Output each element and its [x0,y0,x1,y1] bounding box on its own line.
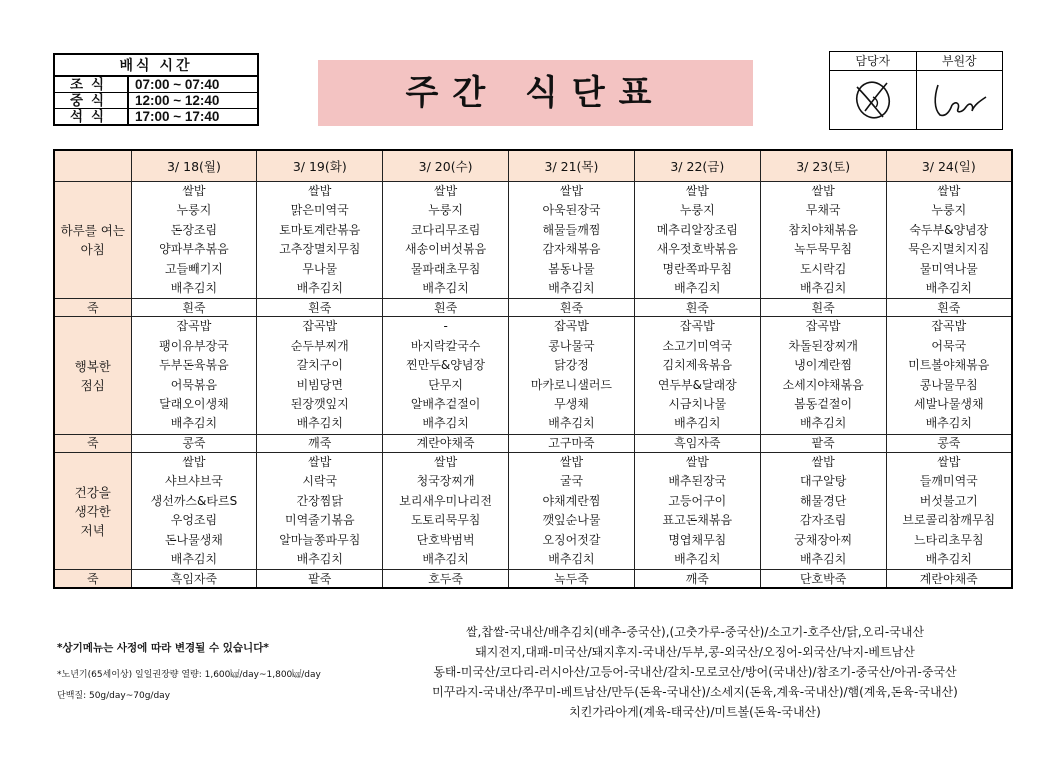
menu-item: 달래오이생채 [159,397,229,412]
menu-item: 김치제육볶음 [662,358,733,373]
menu-item: 숙두부&양념장 [909,222,989,237]
porridge-cell: 흰죽 [760,299,886,317]
menu-item: 봄동나물 [548,261,595,276]
menu-item: 고등어구이 [668,493,727,508]
approval-column [830,52,916,129]
menu-cell [509,317,635,434]
menu-item: 시금치나물 [668,397,727,412]
meal-time-box [53,53,259,126]
menu-item: 배추김치 [422,551,469,566]
menu-cell [131,452,257,569]
porridge-cell: 흰죽 [383,299,509,317]
menu-item: 쌀밥 [308,184,332,198]
porridge-cell: 녹두죽 [509,570,635,589]
meal-row [54,317,1012,434]
porridge-cell: 흰죽 [509,299,635,317]
menu-item: 배추김치 [422,416,469,431]
meal-row [54,182,1012,299]
menu-item: 고추장멸치무침 [279,242,361,257]
menu-item: 새송이버섯볶음 [405,242,487,257]
menu-cell [131,182,257,299]
menu-item: 토마토계란볶음 [279,222,361,237]
approval-column [916,52,1003,129]
menu-item: 배추김치 [296,416,343,431]
meal-label: 행복한 점심 [54,317,131,434]
menu-item: - [443,319,448,334]
menu-item: 배추김치 [799,551,847,566]
menu-item: 느타리초무침 [914,532,984,547]
menu-item: 새우젓호박볶음 [656,242,738,257]
day-header: 3/ 19(화) [257,150,383,182]
menu-cell [257,317,383,434]
porridge-cell: 단호박죽 [760,570,886,589]
menu-item: 누룽지 [428,203,463,218]
meal-time-label: 중식 [55,93,129,108]
menu-item: 순두부찌개 [290,338,349,353]
menu-item: 소세지야채볶음 [782,377,864,392]
menu-item: 콩나물무침 [919,377,978,392]
porridge-cell: 흑임자죽 [634,434,760,452]
menu-item: 비빔당면 [296,377,343,392]
menu-item: 참치야채볶음 [788,222,858,237]
porridge-cell: 계란야채죽 [886,570,1012,589]
menu-item: 물파래초무침 [410,261,481,276]
menu-item: 생선까스&타르S [150,493,238,508]
day-header: 3/ 22(금) [634,150,760,182]
menu-item: 배추김치 [548,281,595,296]
menu-item: 물미역나물 [919,261,978,276]
menu-item: 묵은지멸치지짐 [908,242,990,257]
porridge-cell: 고구마죽 [509,434,635,452]
menu-item: 무나물 [302,261,338,276]
porridge-cell: 팥죽 [760,434,886,452]
menu-item: 팽이유부장국 [159,338,229,353]
menu-item: 쌀밥 [811,184,835,198]
menu-item: 샤브샤브국 [164,474,223,489]
meal-time-label: 조식 [55,77,129,92]
origin-line: 동태-미국산/코다리-러시아산/고등어-국내산/갈치-모로코산/방어(국내산)/참조기-중국산/아귀-중국산 [433,665,957,679]
menu-item: 잡곡밥 [679,319,715,334]
menu-item: 돈장조림 [170,222,218,237]
day-header: 3/ 18(월) [131,150,257,182]
page-title: 주간 식단표 [318,60,753,126]
footer-notes [57,640,321,701]
meal-time-row [55,108,257,124]
menu-item: 돈나물생채 [164,532,223,547]
menu-item: 쌀밥 [434,184,458,198]
menu-item: 배추된장국 [668,474,727,489]
menu-item: 오징어젓갈 [542,532,601,547]
menu-item: 배추김치 [674,416,721,431]
signature-image [843,75,903,125]
menu-item: 쌀밥 [182,454,206,469]
menu-item: 쌀밥 [937,454,961,469]
meal-time-label: 석식 [55,109,129,124]
menu-item: 우엉조림 [170,513,218,528]
menu-item: 배추김치 [548,551,595,566]
meal-time-value: 17:00 ~ 17:40 [135,109,220,124]
menu-item: 배추김치 [925,281,972,296]
menu-item: 누룽지 [679,203,715,218]
menu-item: 굴국 [559,474,584,489]
porridge-label: 죽 [54,434,131,452]
menu-item: 배추김치 [799,281,847,296]
porridge-cell: 깨죽 [634,570,760,589]
weekly-menu-table [53,149,1013,589]
menu-item: 쌀밥 [308,454,332,469]
menu-item: 간장찜닭 [296,493,343,508]
menu-item: 잡곡밥 [302,319,338,334]
day-header: 3/ 23(토) [760,150,886,182]
menu-item: 쌀밥 [182,184,206,198]
menu-item: 어묵국 [931,338,967,353]
menu-item: 쌀밥 [559,454,584,469]
menu-cell [509,182,635,299]
meal-time-row [55,77,257,92]
menu-item: 아욱된장국 [542,203,601,218]
menu-item: 쌀밥 [685,184,709,198]
menu-item: 브로콜리참깨무침 [902,513,996,528]
menu-item: 들깨미역국 [919,474,978,489]
menu-item: 녹두묵무침 [794,242,853,257]
menu-cell [634,317,760,434]
menu-cell [886,452,1012,569]
menu-item: 배추김치 [674,281,721,296]
menu-item: 닭강정 [554,358,589,373]
menu-item: 무채국 [805,203,841,218]
menu-item: 배추김치 [799,416,847,431]
porridge-cell: 흰죽 [634,299,760,317]
menu-item: 쌀밥 [685,454,709,469]
signature-image [924,75,994,125]
menu-item: 고들빼기지 [164,261,223,276]
menu-cell [383,182,509,299]
menu-item: 배추김치 [170,416,218,431]
menu-cell [886,182,1012,299]
menu-item: 청국장찌개 [416,474,475,489]
menu-item: 미트볼야채볶음 [908,358,990,373]
porridge-cell: 깨죽 [257,434,383,452]
signature-manager [830,71,916,129]
porridge-cell: 흰죽 [131,299,257,317]
porridge-cell: 콩죽 [131,434,257,452]
menu-item: 단호박범벅 [416,532,475,547]
menu-item: 마카로니샐러드 [530,377,613,392]
menu-item: 연두부&달래장 [657,377,737,392]
signature-vice-director [917,71,1003,129]
menu-cell [131,317,257,434]
porridge-cell: 콩죽 [886,434,1012,452]
menu-item: 쌀밥 [811,454,835,469]
menu-item: 잡곡밥 [176,319,212,334]
menu-item: 미역줄기볶음 [284,513,355,528]
menu-item: 배추김치 [548,416,595,431]
origin-line: 쌀,찹쌀-국내산/배추김치(배추-중국산),(고춧가루-중국산)/소고기-호주산/닭,오리-국내산 [465,625,925,639]
menu-item: 시락국 [302,474,338,489]
menu-item: 배추김치 [296,551,343,566]
menu-item: 된장깻잎지 [290,397,349,412]
menu-item: 무생채 [554,397,589,412]
porridge-row [54,570,1012,589]
meal-time-row [55,92,257,108]
meal-time-value: 07:00 ~ 07:40 [135,77,220,92]
approval-header-manager: 담당자 [830,52,916,71]
menu-item: 해물경단 [799,493,847,508]
porridge-row [54,434,1012,452]
menu-item: 명엽채무침 [668,532,727,547]
menu-item: 표고돈채볶음 [662,513,733,528]
meal-label: 하루를 여는 아침 [54,182,131,299]
porridge-cell: 계란야채죽 [383,434,509,452]
header-corner [54,150,131,182]
menu-item: 두부돈육볶음 [159,358,229,373]
menu-item: 메추리알장조림 [656,222,738,237]
menu-item: 냉이계란찜 [794,358,853,373]
day-header-row [54,150,1012,182]
menu-cell [886,317,1012,434]
menu-item: 버섯불고기 [919,493,978,508]
menu-item: 양파부추볶음 [159,242,229,257]
calorie-note: *노년기(65세이상) 일일권장량 열량: 1,600㎉/day~1,800㎉/day [57,670,321,680]
menu-cell [634,182,760,299]
menu-item: 감자채볶음 [542,242,601,257]
menu-item: 감자조림 [799,513,847,528]
day-header: 3/ 20(수) [383,150,509,182]
approval-box [829,51,1003,130]
approval-header-vice-director: 부원장 [917,52,1003,71]
menu-item: 누룽지 [176,203,212,218]
menu-item: 배추김치 [422,281,469,296]
origin-line: 치킨가라아게(계육-태국산)/미트볼(돈육-국내산) [569,705,821,719]
menu-cell [634,452,760,569]
menu-item: 쌀밥 [434,454,458,469]
menu-item: 소고기미역국 [662,338,733,353]
menu-item: 콩나물국 [548,338,595,353]
menu-item: 쌀밥 [937,184,961,198]
menu-item: 배추김치 [674,551,721,566]
menu-item: 궁채장아찌 [794,532,853,547]
porridge-cell: 흰죽 [257,299,383,317]
menu-item: 단무지 [428,377,463,392]
menu-item: 배추김치 [170,281,218,296]
meal-time-value: 12:00 ~ 12:40 [135,93,220,108]
menu-item: 누룽지 [931,203,967,218]
menu-item: 잡곡밥 [805,319,841,334]
menu-item: 야채계란찜 [542,493,601,508]
menu-item: 알마늘쫑파무침 [279,532,361,547]
menu-item: 갈치구이 [296,358,343,373]
menu-item: 잡곡밥 [554,319,589,334]
menu-item: 어묵볶음 [170,377,218,392]
day-header: 3/ 24(일) [886,150,1012,182]
porridge-cell: 흰죽 [886,299,1012,317]
meal-row [54,452,1012,569]
porridge-cell: 팥죽 [257,570,383,589]
menu-cell [257,452,383,569]
meal-label: 건강을 생각한 저녁 [54,452,131,569]
porridge-label: 죽 [54,570,131,589]
menu-cell [509,452,635,569]
porridge-label: 죽 [54,299,131,317]
menu-item: 쌀밥 [559,184,584,198]
menu-item: 도시락김 [799,261,847,276]
menu-item: 보리새우미나리전 [399,493,492,508]
menu-item: 알배추겉절이 [410,397,481,412]
origin-info [380,622,1010,722]
menu-cell [383,317,509,434]
menu-item: 배추김치 [296,281,343,296]
menu-item: 깻잎순나물 [542,513,601,528]
menu-item: 찐만두&양념장 [406,358,486,373]
origin-line: 미꾸라지-국내산/쭈꾸미-베트남산/만두(돈육-국내산)/소세지(돈육,계육-국내산)/햄(계육,돈육-국내산) [432,685,958,699]
menu-item: 맑은미역국 [290,203,349,218]
menu-item: 코다리무조림 [410,222,481,237]
menu-cell [760,452,886,569]
meal-time-heading: 배식 시간 [55,55,257,77]
protein-note: 단백질: 50g/day~70g/day [57,691,171,701]
menu-item: 명란쪽파무침 [662,261,733,276]
menu-cell [760,317,886,434]
menu-item: 해물들깨찜 [542,222,601,237]
change-notice: *상기메뉴는 사정에 따라 변경될 수 있습니다* [57,642,269,654]
porridge-row [54,299,1012,317]
menu-item: 차돌된장찌개 [788,338,858,353]
menu-item: 배추김치 [925,551,972,566]
menu-item: 배추김치 [925,416,972,431]
menu-item: 잡곡밥 [931,319,967,334]
origin-line: 돼지전지,대패-미국산/돼지후지-국내산/두부,콩-외국산/오징어-외국산/낙지-베트남산 [475,645,915,659]
menu-cell [257,182,383,299]
menu-item: 봄동겉절이 [794,397,853,412]
menu-item: 대구알탕 [799,474,847,489]
porridge-cell: 호두죽 [383,570,509,589]
menu-cell [383,452,509,569]
menu-item: 세발나물생채 [914,397,984,412]
menu-item: 도토리묵무침 [410,513,481,528]
day-header: 3/ 21(목) [509,150,635,182]
menu-cell [760,182,886,299]
menu-item: 배추김치 [170,551,218,566]
porridge-cell: 흑임자죽 [131,570,257,589]
menu-item: 바지락칼국수 [410,338,481,353]
